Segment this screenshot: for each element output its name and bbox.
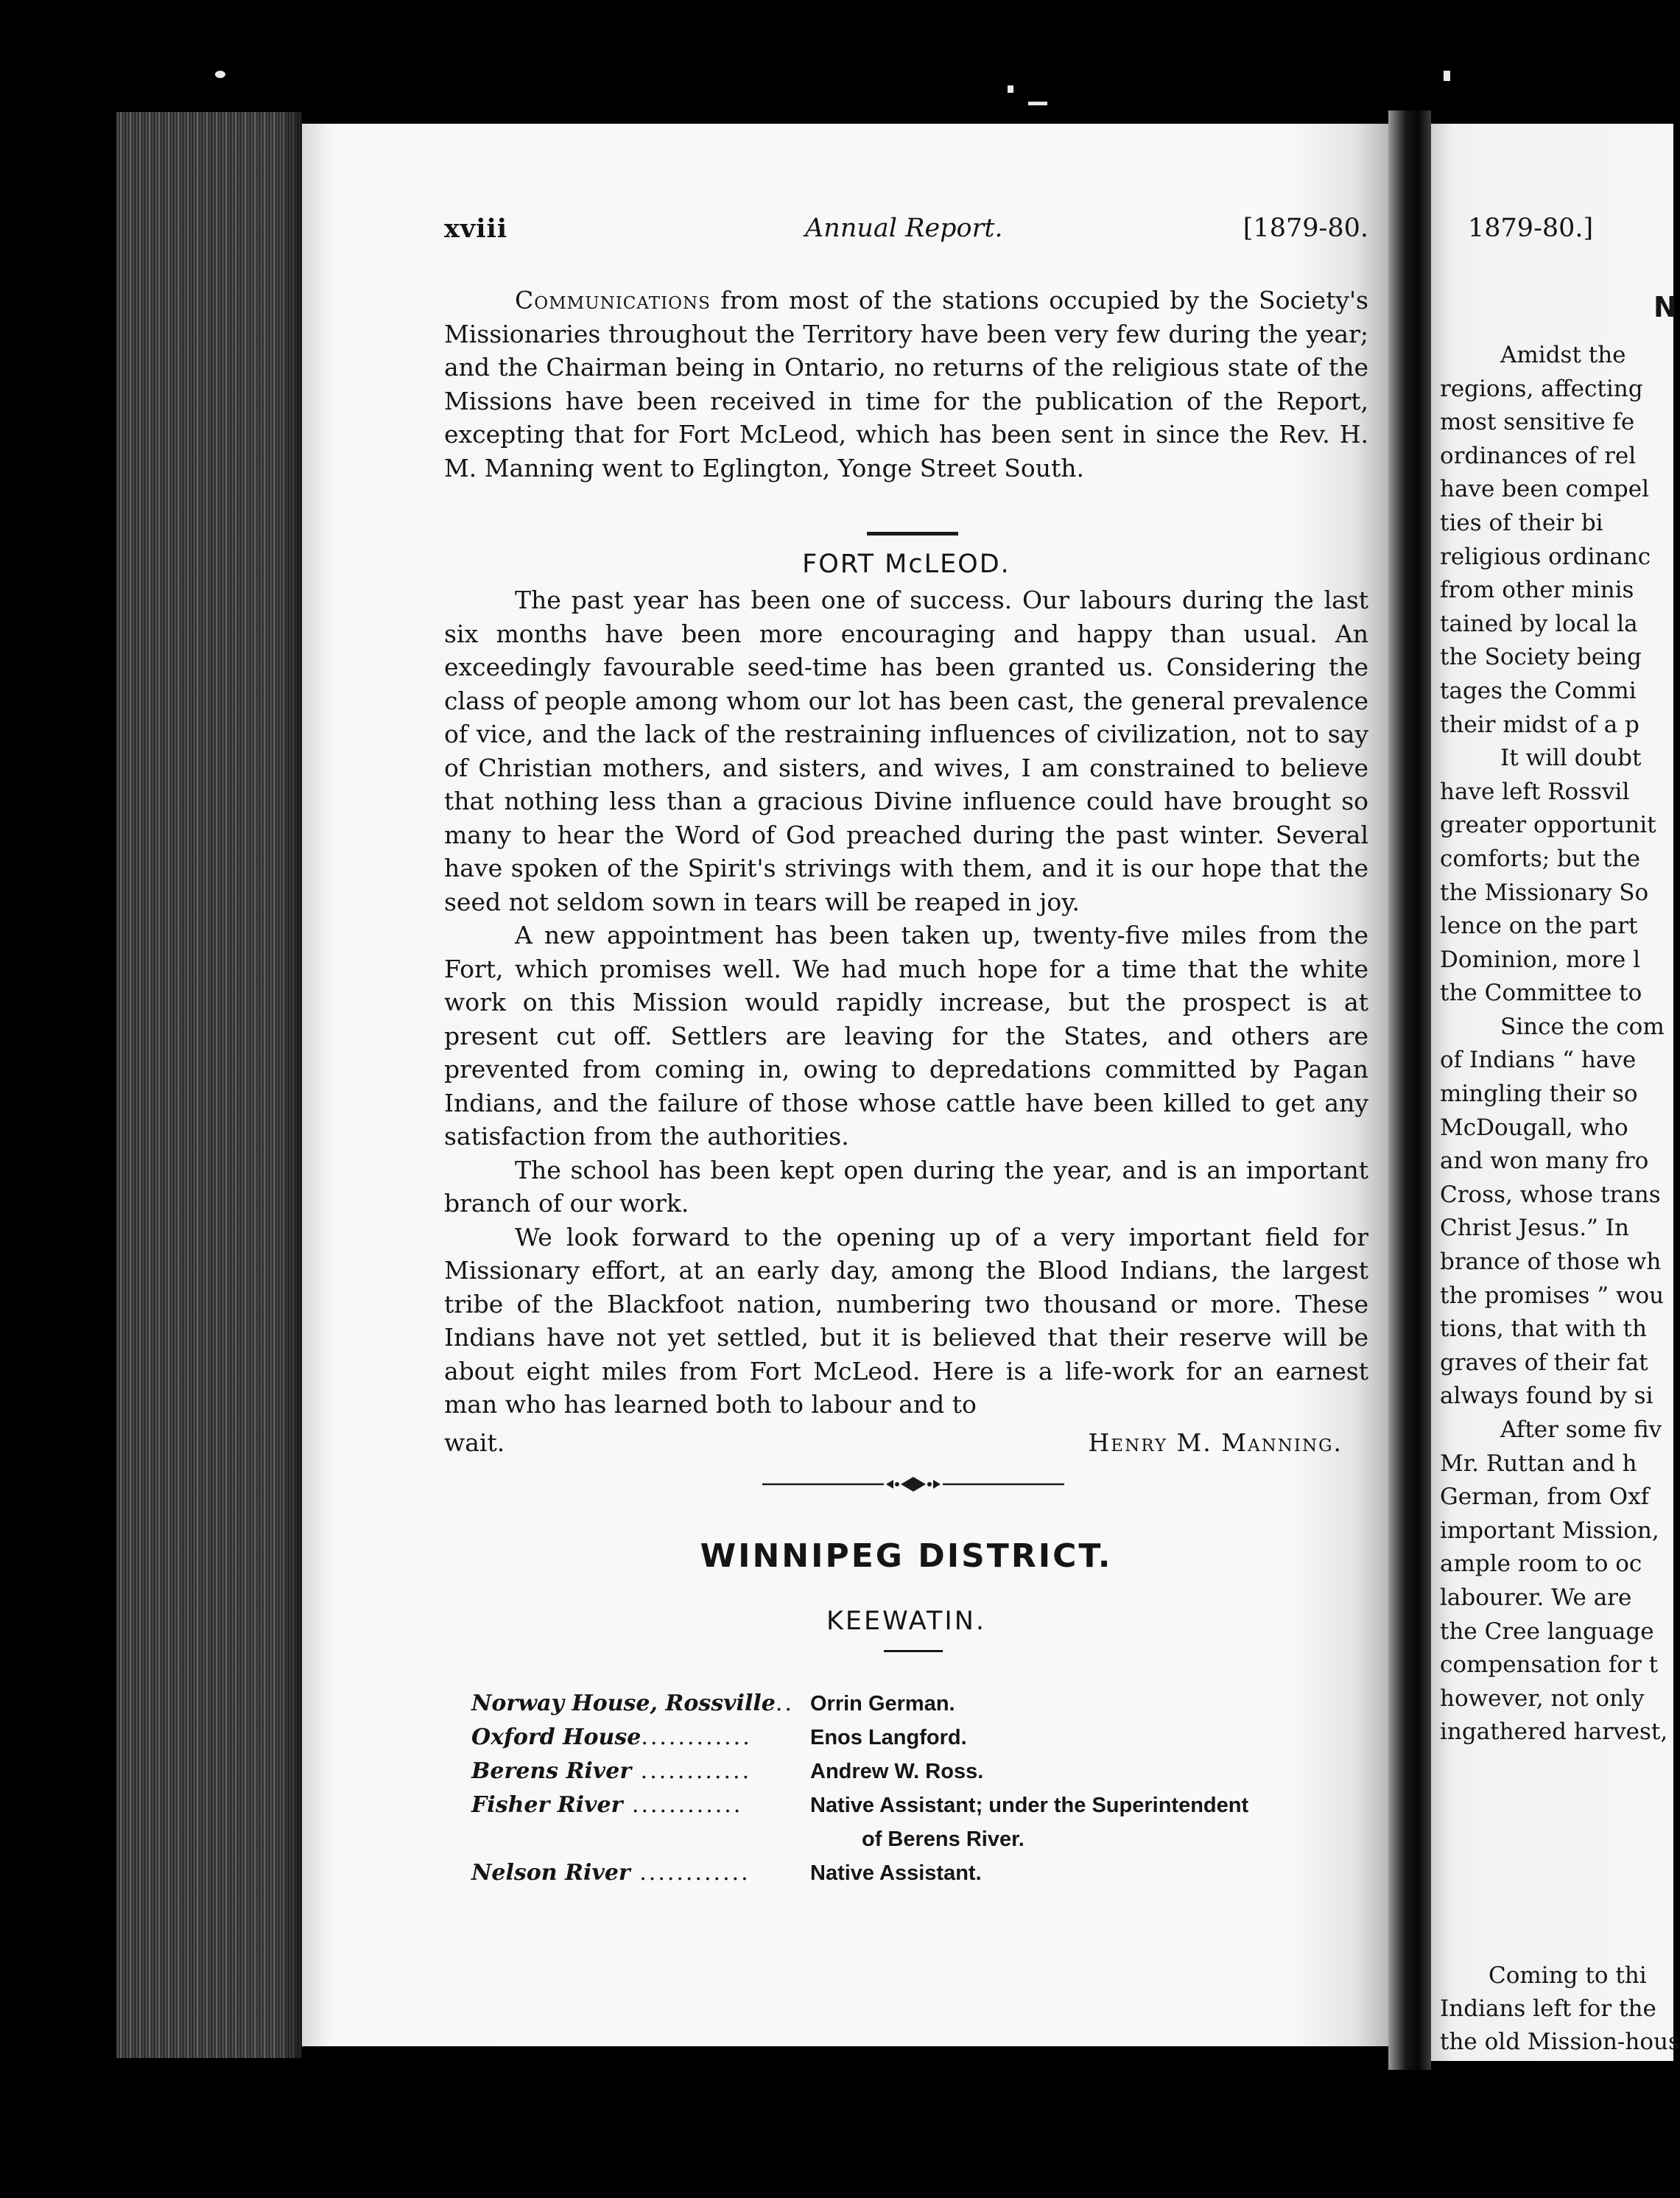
text-line: the Society being [1440, 644, 1642, 671]
book-gutter [1388, 110, 1431, 2070]
text-line: Cross, whose trans [1440, 1181, 1661, 1208]
station-name-text: Nelson River [471, 1860, 630, 1886]
text-line: the Missionary So [1440, 879, 1649, 906]
station-staff: Orrin German. [810, 1692, 955, 1716]
leader-dots: .. [775, 1690, 794, 1716]
station-list [471, 1687, 1359, 1890]
station-name-text: Norway House, Rossville [471, 1690, 776, 1716]
station-staff-continued: of Berens River. [862, 1827, 1024, 1851]
station-name-text: Berens River [471, 1758, 632, 1784]
text-line: always found by si [1440, 1383, 1653, 1410]
station-name [471, 1687, 794, 1721]
subheading-rule [884, 1650, 943, 1652]
intro-paragraph [444, 284, 1368, 485]
film-speck [215, 71, 225, 78]
text-line: from other minis [1440, 577, 1634, 604]
book-page-edges [116, 112, 302, 2058]
report-paragraph: The school has been kept open during the year, and is an important branch of our work. [444, 1155, 1368, 1218]
report-paragraph: A new appointment has been taken up, twenty-five miles from the Fort, which promises well. We had much hope for a time that the white work on this Mission would rapidly increase, but the prospect is at present cut off. Settlers are leaving for the States, and others are prevented from coming in, owing to depredations committed by Pagan Indians, and the failure of those whose cattle have been killed to get any satisfaction from the authorities. [444, 921, 1368, 1151]
report-paragraph: We look forward to the opening up of a very important field for Missionary effort, at an early day, among the Blood Indians, the largest tribe of the Blackfoot nation, numbering two thousand or more. These Indians have not yet settled, but it is believed that their reserve will be about eight miles from Fort McLeod. Here is a life-work for an earnest man who has learned both to labour and to [444, 1222, 1368, 1419]
text-line: have left Rossvil [1440, 778, 1630, 805]
station-name [471, 1721, 781, 1755]
station-row [471, 1687, 1359, 1721]
signature-line [444, 1426, 1343, 1460]
station-name [471, 1856, 781, 1890]
text-line: Indians left for the [1440, 1995, 1656, 2022]
text-line: have been compel [1440, 476, 1650, 503]
text-line: regions, affecting [1440, 375, 1643, 402]
station-row [471, 1755, 1359, 1788]
station-staff: Enos Langford. [810, 1726, 967, 1749]
station-row [471, 1721, 1359, 1755]
station-staff [810, 1788, 1359, 1856]
text-line: important Mission, [1440, 1517, 1659, 1544]
text-line: Coming to thi [1489, 1962, 1647, 1989]
text-line: It will doubt [1500, 745, 1642, 772]
text-line: ample room to oc [1440, 1551, 1642, 1578]
leader-dots: ............ [630, 1860, 751, 1886]
station-name-text: Fisher River [471, 1792, 623, 1818]
text-line: religious ordinanc [1440, 543, 1651, 570]
text-line: Christ Jesus.” In [1440, 1215, 1629, 1242]
text-line: compensation for t [1440, 1651, 1659, 1679]
text-line: their midst of a p [1440, 711, 1639, 738]
right-page-text [1440, 339, 1676, 1749]
text-line: McDougall, who [1440, 1114, 1628, 1141]
text-line: labourer. We are [1440, 1584, 1632, 1611]
text-line: the promises ” wou [1440, 1282, 1665, 1309]
leader-dots: ............ [622, 1792, 743, 1818]
ornament-divider [762, 1473, 1064, 1495]
report-paragraph: The past year has been one of success. Our labours during the last six months have been more encouraging and happy than usual. An exceedingly favourable seed-time has been granted us. Considering the class of people among whom our lot has been cast, the general prevalence of vice, and the lack of the restraining influences of civilization, not to say of Christian mothers, and sisters, and wives, I am constrained to believe that nothing less than a gracious Divine influence could have brought so many to hear the Word of God preached during the past winter. Several have spoken of the Spirit's strivings with them, and it is our hope that the seed not seldom sown in tears will be reaped in joy. [444, 586, 1368, 916]
fort-mcleod-report [444, 583, 1368, 1422]
film-speck [1008, 85, 1013, 93]
film-speck [1028, 102, 1047, 105]
text-line: Mr. Ruttan and h [1440, 1450, 1637, 1477]
running-year: [1879-80. [1243, 214, 1368, 243]
intro-lead-word: Communications [515, 286, 711, 315]
text-line: Amidst the [1500, 342, 1626, 368]
text-line: the Committee to [1440, 980, 1642, 1007]
fort-mcleod-heading: FORT McLEOD. [802, 550, 1011, 579]
film-speck [1444, 71, 1450, 81]
intro-text: from most of the stations occupied by the Society's Missionaries throughout the Territory have been very few during the year; and the Chairman being in Ontario, no returns of the religious state of the Missions have been received in time for the publication of the Report, excepting that for Fort McLeod, which has been sent in since the Rev. H. M. Manning went to Eglington, Yonge Street South. [444, 286, 1368, 482]
text-line: German, from Oxf [1440, 1484, 1650, 1511]
station-name [471, 1755, 781, 1788]
text-line: Since the com [1500, 1013, 1665, 1040]
text-line: tions, that with th [1440, 1316, 1647, 1343]
station-staff-text: Native Assistant; under the Superintendent [810, 1794, 1249, 1817]
text-line: ties of their bi [1440, 509, 1603, 536]
text-line: brance of those wh [1440, 1249, 1662, 1276]
station-staff: Native Assistant. [810, 1861, 982, 1885]
signature: Henry M. Manning. [1088, 1428, 1343, 1457]
text-line: ordinances of rel [1440, 442, 1637, 469]
text-line: graves of their fat [1440, 1349, 1648, 1376]
station-name [471, 1788, 781, 1822]
winnipeg-district-heading: WINNIPEG DISTRICT. [700, 1537, 1113, 1575]
text-line: of Indians “ have [1440, 1047, 1637, 1074]
text-line: ingathered harvest, [1440, 1718, 1668, 1746]
text-line: tages the Commi [1440, 677, 1637, 704]
right-running-year: 1879-80.] [1468, 214, 1594, 243]
leader-dots: ............ [641, 1724, 752, 1750]
text-line: After some fiv [1500, 1416, 1662, 1443]
running-title: Annual Report. [805, 214, 1003, 243]
text-line: and won many fro [1440, 1148, 1649, 1175]
text-line: most sensitive fe [1440, 409, 1635, 436]
text-line: the Cree language [1440, 1618, 1654, 1645]
station-staff: Andrew W. Ross. [810, 1760, 984, 1783]
text-line: the old Mission-hous [1440, 2029, 1680, 2055]
text-line: Dominion, more l [1440, 946, 1641, 973]
text-line: comforts; but the [1440, 845, 1640, 872]
text-line: tained by local la [1440, 610, 1638, 637]
station-row [471, 1788, 1359, 1856]
text-line: mingling their so [1440, 1081, 1638, 1108]
text-line: greater opportunit [1440, 812, 1656, 839]
leader-dots: ............ [631, 1758, 752, 1784]
paragraph-final-word: wait. [444, 1428, 505, 1457]
right-page-bottom-text [1440, 1959, 1680, 2059]
keewatin-heading: KEEWATIN. [826, 1607, 987, 1636]
text-line: however, not only [1440, 1685, 1645, 1712]
text-line: lence on the part [1440, 913, 1638, 940]
right-heading-fragment: N [1653, 291, 1677, 323]
station-name-text: Oxford House [471, 1724, 642, 1750]
station-row [471, 1856, 1359, 1890]
page-number: xviii [444, 214, 508, 244]
running-head [444, 214, 1368, 252]
section-rule [867, 532, 958, 536]
